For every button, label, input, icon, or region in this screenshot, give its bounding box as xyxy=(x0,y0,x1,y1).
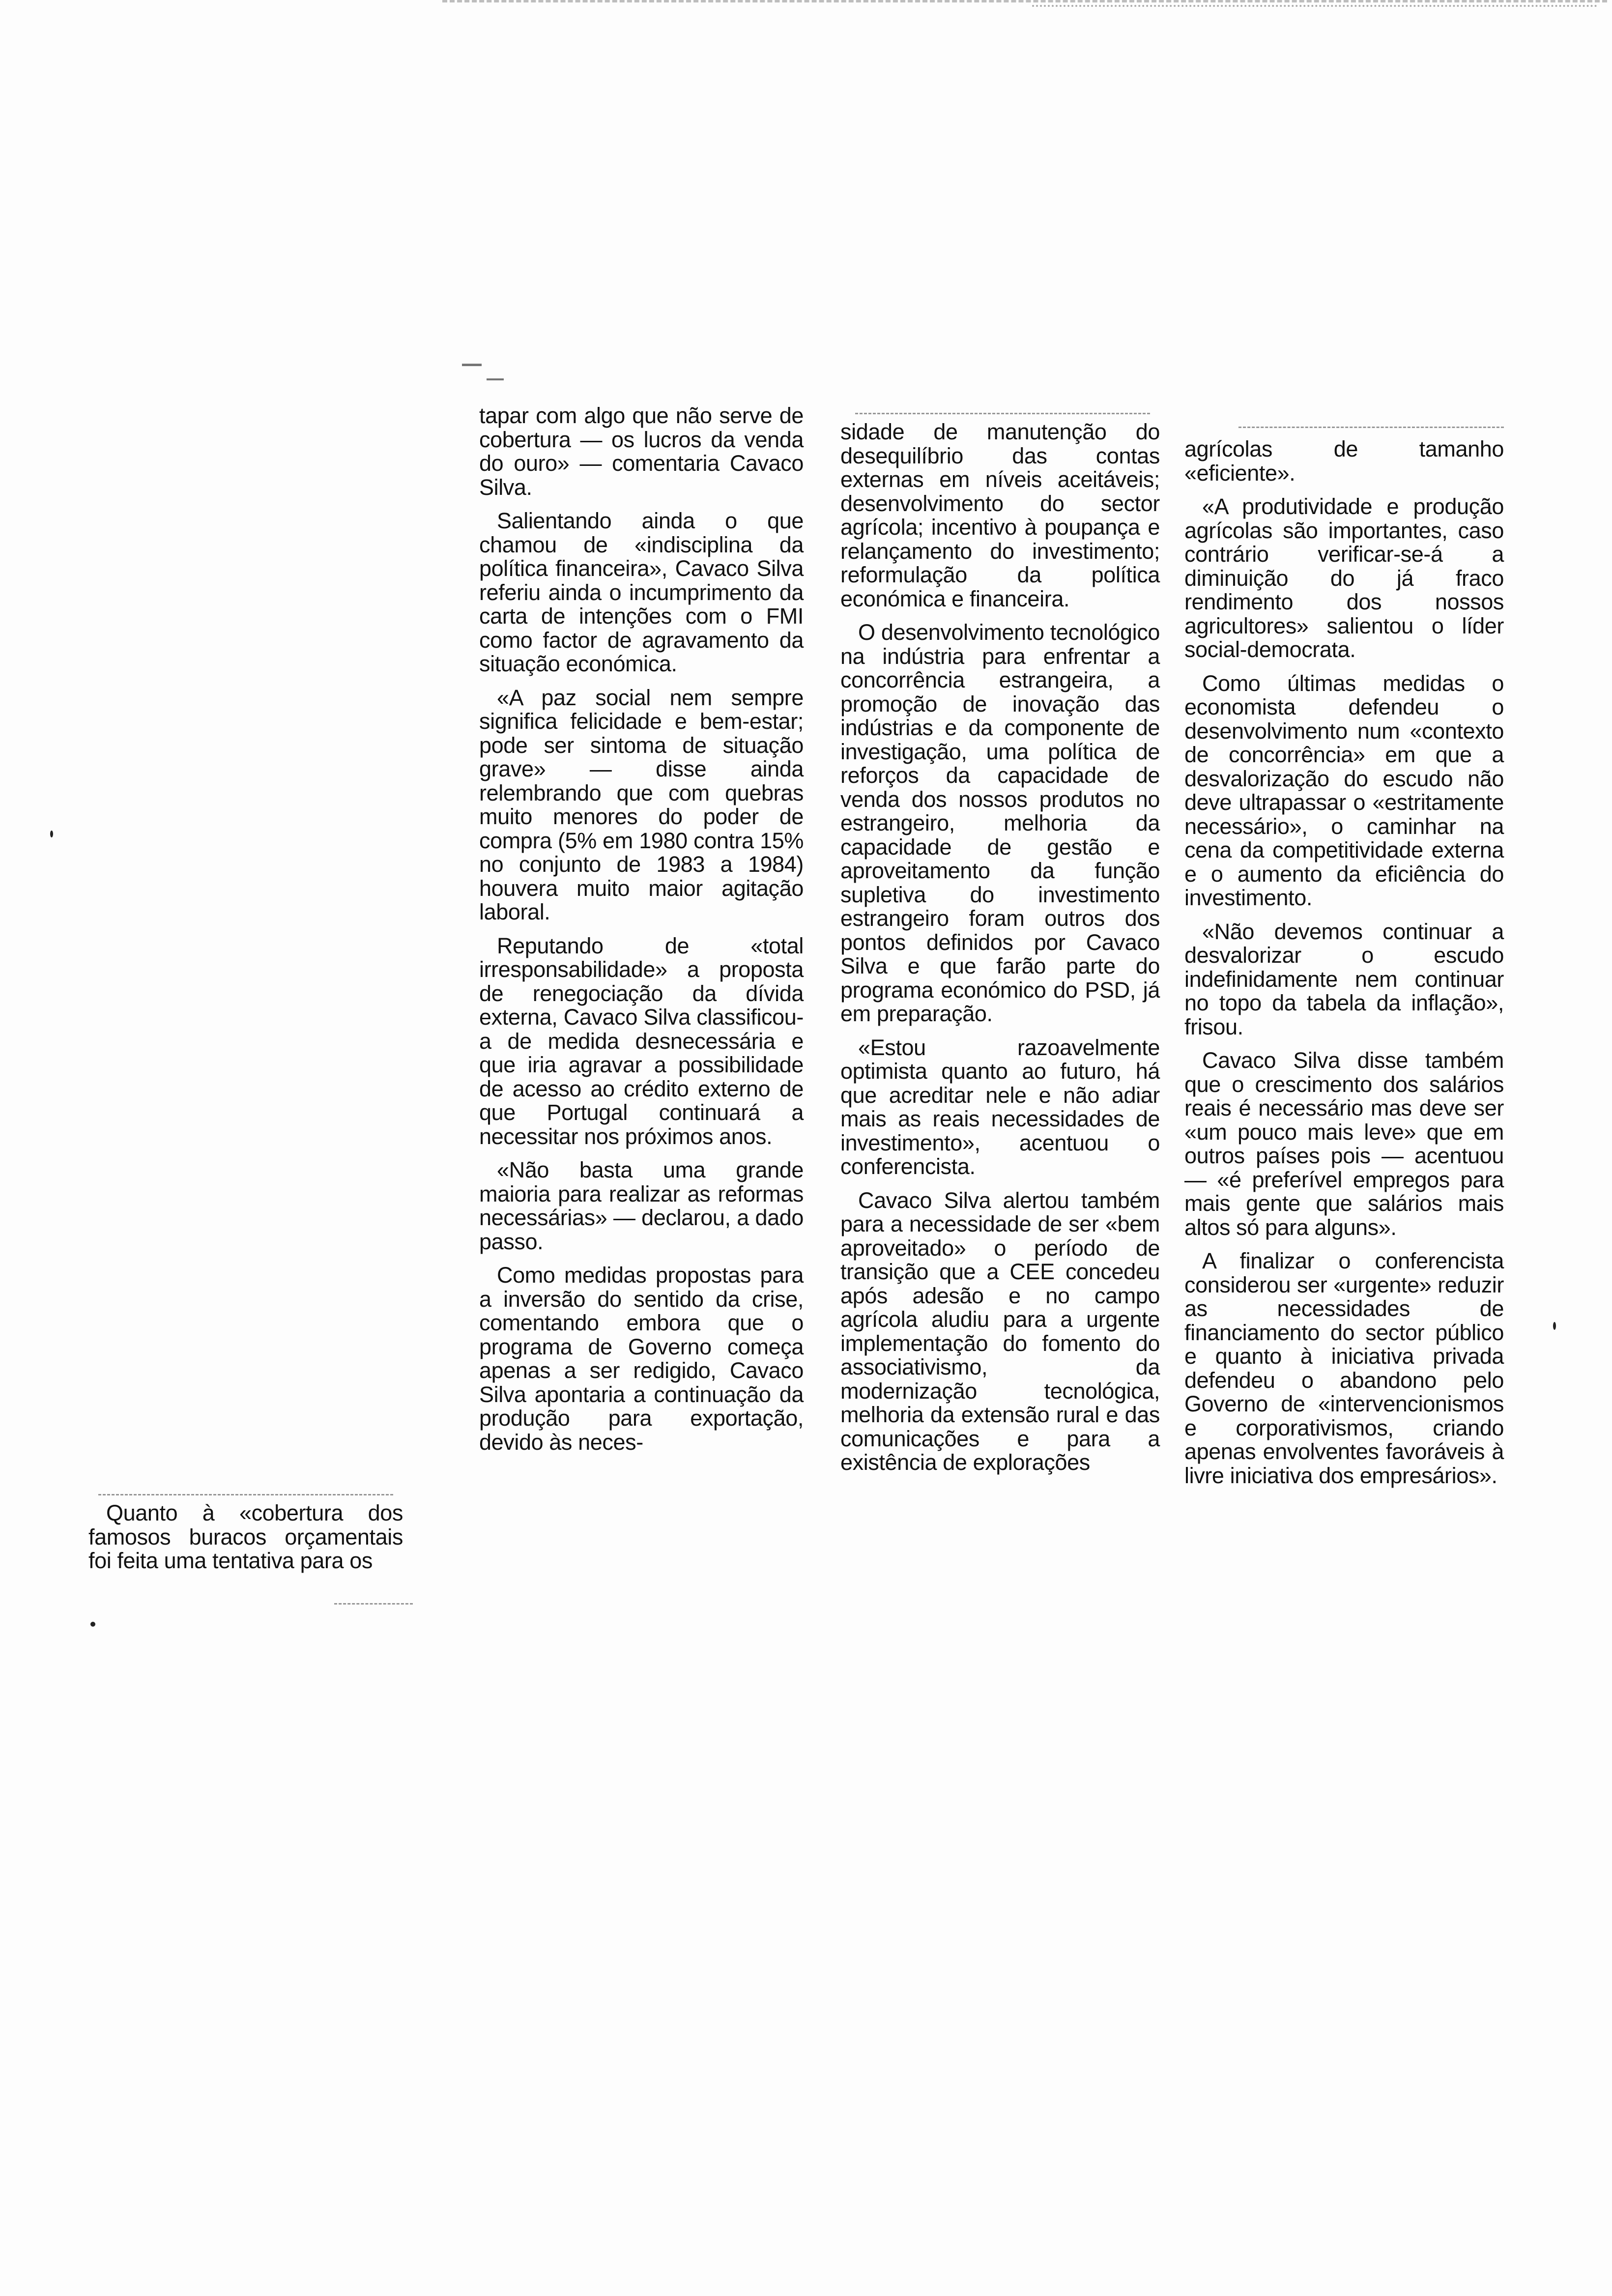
scan-speck xyxy=(1553,1322,1556,1330)
paragraph: O desenvolvimento tecnológico na indústria para enfrentar a concorrência estrangeira, a promoção de inovação das indústrias e da componente de investigação, uma política de reforços da capacidade de venda dos nossos produtos no estrangeiro, melhoria da capacidade de gestão e aproveitamento da função supletiva do investimento estrangeiro foram outros dos pontos definidos por Cavaco Silva e que farão parte do programa económico do PSD, já em preparação. xyxy=(840,620,1160,1026)
paragraph: Cavaco Silva disse também que o crescimento dos salários reais é necessário mas deve ser «um pouco mais leve» que em outros países pois — acentuou — «é preferível empregos para mais gente que salários mais altos só para alguns». xyxy=(1184,1048,1504,1240)
paragraph: Cavaco Silva alertou também para a necessidade de ser «bem aproveitado» o período de transição que a CEE concedeu após adesão e no campo agrícola aludiu para a urgente implementação do fomento do associativismo, da modernização tecnológica, melhoria da extensão rural e das comunicações e para a existência de explorações xyxy=(840,1187,1160,1475)
paragraph: sidade de manutenção do desequilíbrio das contas externas em níveis aceitáveis; desenvolvimento do sector agrícola; incentivo à poupança e relançamento do investimento; reformulação da política económica e financeira. xyxy=(840,419,1160,611)
scan-noise-top-secondary xyxy=(1032,5,1597,14)
article-column-left-fragment xyxy=(88,1501,403,1573)
paragraph: Reputando de «total irresponsabilidade» a proposta de renegociação da dívida externa, Cavaco Silva classificou-a de medida desnecessária e que iria agravar a possibilidade de acesso ao crédito externo de que Portugal continuará a necessitar nos próximos anos. xyxy=(479,933,804,1149)
paragraph: Salientando ainda o que chamou de «indisciplina da política financeira», Cavaco Silva referiu ainda o incumprimento da carta de intenções com o FMI como factor de agravamento da situação económica. xyxy=(479,508,804,676)
paragraph: A finalizar o conferencista considerou ser «urgente» reduzir as necessidades de financiamento do sector público e quanto à iniciativa privada defendeu o abandono pelo Governo de «intervencionismos e corporativismos, criando apenas envolventes favoráveis à livre iniciativa dos empresários». xyxy=(1184,1248,1504,1488)
paragraph: Quanto à «cobertura dos famosos buracos orçamentais foi feita uma tentativa para os xyxy=(88,1500,403,1573)
paragraph: Como últimas medidas o economista defendeu o desenvolvimento num «contexto de concorrência» em que a desvalorização do escudo não deve ultrapassar o «estritamente necessário», o caminhar na cena da competitividade externa e o aumento da eficiência do investimento. xyxy=(1184,670,1504,910)
paragraph: «Não devemos continuar a desvalorizar o escudo indefinidamente nem continuar no topo da tabela da inflação», frisou. xyxy=(1184,918,1504,1039)
scan-speck xyxy=(50,831,53,837)
scan-dashes xyxy=(98,1494,393,1495)
paragraph: Como medidas propostas para a inversão do sentido da crise, comentando embora que o programa de Governo começa apenas a ser redigido, Cavaco Silva apontaria a continuação da produção para exportação, devido às neces- xyxy=(479,1263,804,1455)
paragraph: agrícolas de tamanho «eficiente». xyxy=(1184,436,1504,486)
scan-dashes xyxy=(334,1603,413,1605)
article-column-3 xyxy=(1184,437,1504,1488)
paragraph: tapar com algo que não serve de cobertura — os lucros da venda do ouro» — comentaria Cavaco Silva. xyxy=(479,403,804,500)
scan-dashes xyxy=(1238,427,1504,428)
scan-mark xyxy=(487,378,504,380)
paragraph: «Não basta uma grande maioria para realizar as reformas necessárias» — declarou, a dado passo. xyxy=(479,1157,804,1254)
paragraph: «Estou razoavelmente optimista quanto ao futuro, há que acreditar nele e não adiar mais as reais necessidades de investimento», acentuou o conferencista. xyxy=(840,1034,1160,1179)
article-column-1 xyxy=(479,404,804,1454)
paragraph: «A paz social nem sempre significa felicidade e bem-estar; pode ser sintoma de situação grave» — disse ainda relembrando que com quebras muito menores do poder de compra (5% em 1980 contra 15% no conjunto de 1983 a 1984) houvera muito maior agitação laboral. xyxy=(479,685,804,924)
paragraph: «A produtividade e produção agrícolas são importantes, caso contrário verificar-se-á a diminuição do já fraco rendimento dos nossos agricultores» salientou o líder social-democrata. xyxy=(1184,494,1504,662)
scan-mark xyxy=(462,364,482,366)
article-column-2 xyxy=(840,420,1160,1475)
scan-speck xyxy=(90,1622,95,1627)
scan-dashes xyxy=(855,413,1150,414)
